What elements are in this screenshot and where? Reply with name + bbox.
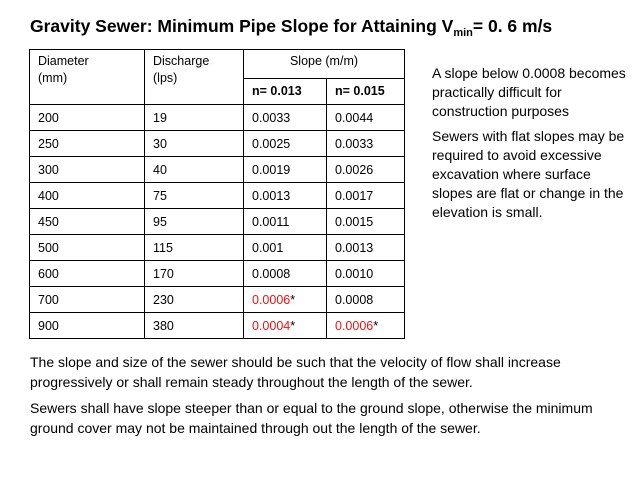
table-row [30,313,405,339]
cell-slope-n0013: 0.0033 [244,105,327,131]
table-row [30,157,405,183]
table-row [30,235,405,261]
cell-discharge: 30 [145,131,244,157]
cell-diameter: 200 [30,105,145,131]
title-subscript: min [453,27,473,39]
paragraph-velocity: The slope and size of the sewer should be such that the velocity of flow shall increase progressively or shall remain steady throughout the length of the sewer. [30,354,561,390]
cell-slope-n0015: 0.0010 [327,261,405,287]
header-n-0015: n= 0.015 [327,79,405,105]
cell-diameter: 450 [30,209,145,235]
bottom-text [30,352,625,444]
cell-slope-n0015: 0.0033 [327,131,405,157]
cell-diameter: 900 [30,313,145,339]
cell-slope-n0013: 0.0008 [244,261,327,287]
cell-slope-n0013: 0.0013 [244,183,327,209]
table-row [30,209,405,235]
table-body [30,105,405,339]
cell-slope-n0015: 0.0013 [327,235,405,261]
cell-discharge: 95 [145,209,244,235]
header-slope: Slope (m/m) [244,50,405,79]
cell-diameter: 300 [30,157,145,183]
side-notes [432,64,627,228]
note-construction: A slope below 0.0008 becomes practically difficult for construction purposes [432,65,626,119]
cell-discharge: 75 [145,183,244,209]
cell-slope-n0015: 0.0026 [327,157,405,183]
cell-diameter: 600 [30,261,145,287]
header-n-0013: n= 0.013 [244,79,327,105]
cell-diameter: 250 [30,131,145,157]
cell-diameter: 700 [30,287,145,313]
note-flat-slopes: Sewers with flat slopes may be required to avoid excessive excavation where surface slopes are flat or change in the elevation is small. [432,128,625,220]
cell-discharge: 19 [145,105,244,131]
cell-slope-n0015: 0.0017 [327,183,405,209]
cell-discharge: 380 [145,313,244,339]
paragraph-ground-slope: Sewers shall have slope steeper than or equal to the ground slope, otherwise the minimum ground cover may not be maintained through out the length of the sewer. [30,400,593,436]
header-diameter: Diameter (mm) [30,50,145,105]
cell-discharge: 170 [145,261,244,287]
header-discharge: Discharge (lps) [145,50,244,105]
cell-slope-n0013: 0.0019 [244,157,327,183]
cell-slope-n0013: 0.0011 [244,209,327,235]
cell-discharge: 230 [145,287,244,313]
cell-slope-n0013: 0.001 [244,235,327,261]
table-row [30,261,405,287]
cell-slope-n0015: 0.0008 [327,287,405,313]
cell-diameter: 500 [30,235,145,261]
cell-discharge: 40 [145,157,244,183]
table-row [30,287,405,313]
page-title: Gravity Sewer: Minimum Pipe Slope for Attaining $V_{min}= 0$. 6 m/s [30,16,553,39]
cell-discharge: 115 [145,235,244,261]
slope-table [29,49,405,339]
table-row [30,131,405,157]
table-row [30,105,405,131]
cell-diameter: 400 [30,183,145,209]
cell-slope-n0015: 0.0015 [327,209,405,235]
cell-slope-n0013: 0.0025 [244,131,327,157]
table-row [30,183,405,209]
cell-slope-n0015: 0.0044 [327,105,405,131]
cell-slope-n0013: 0.0004* [244,313,327,339]
cell-slope-n0015: 0.0006* [327,313,405,339]
cell-slope-n0013: 0.0006* [244,287,327,313]
